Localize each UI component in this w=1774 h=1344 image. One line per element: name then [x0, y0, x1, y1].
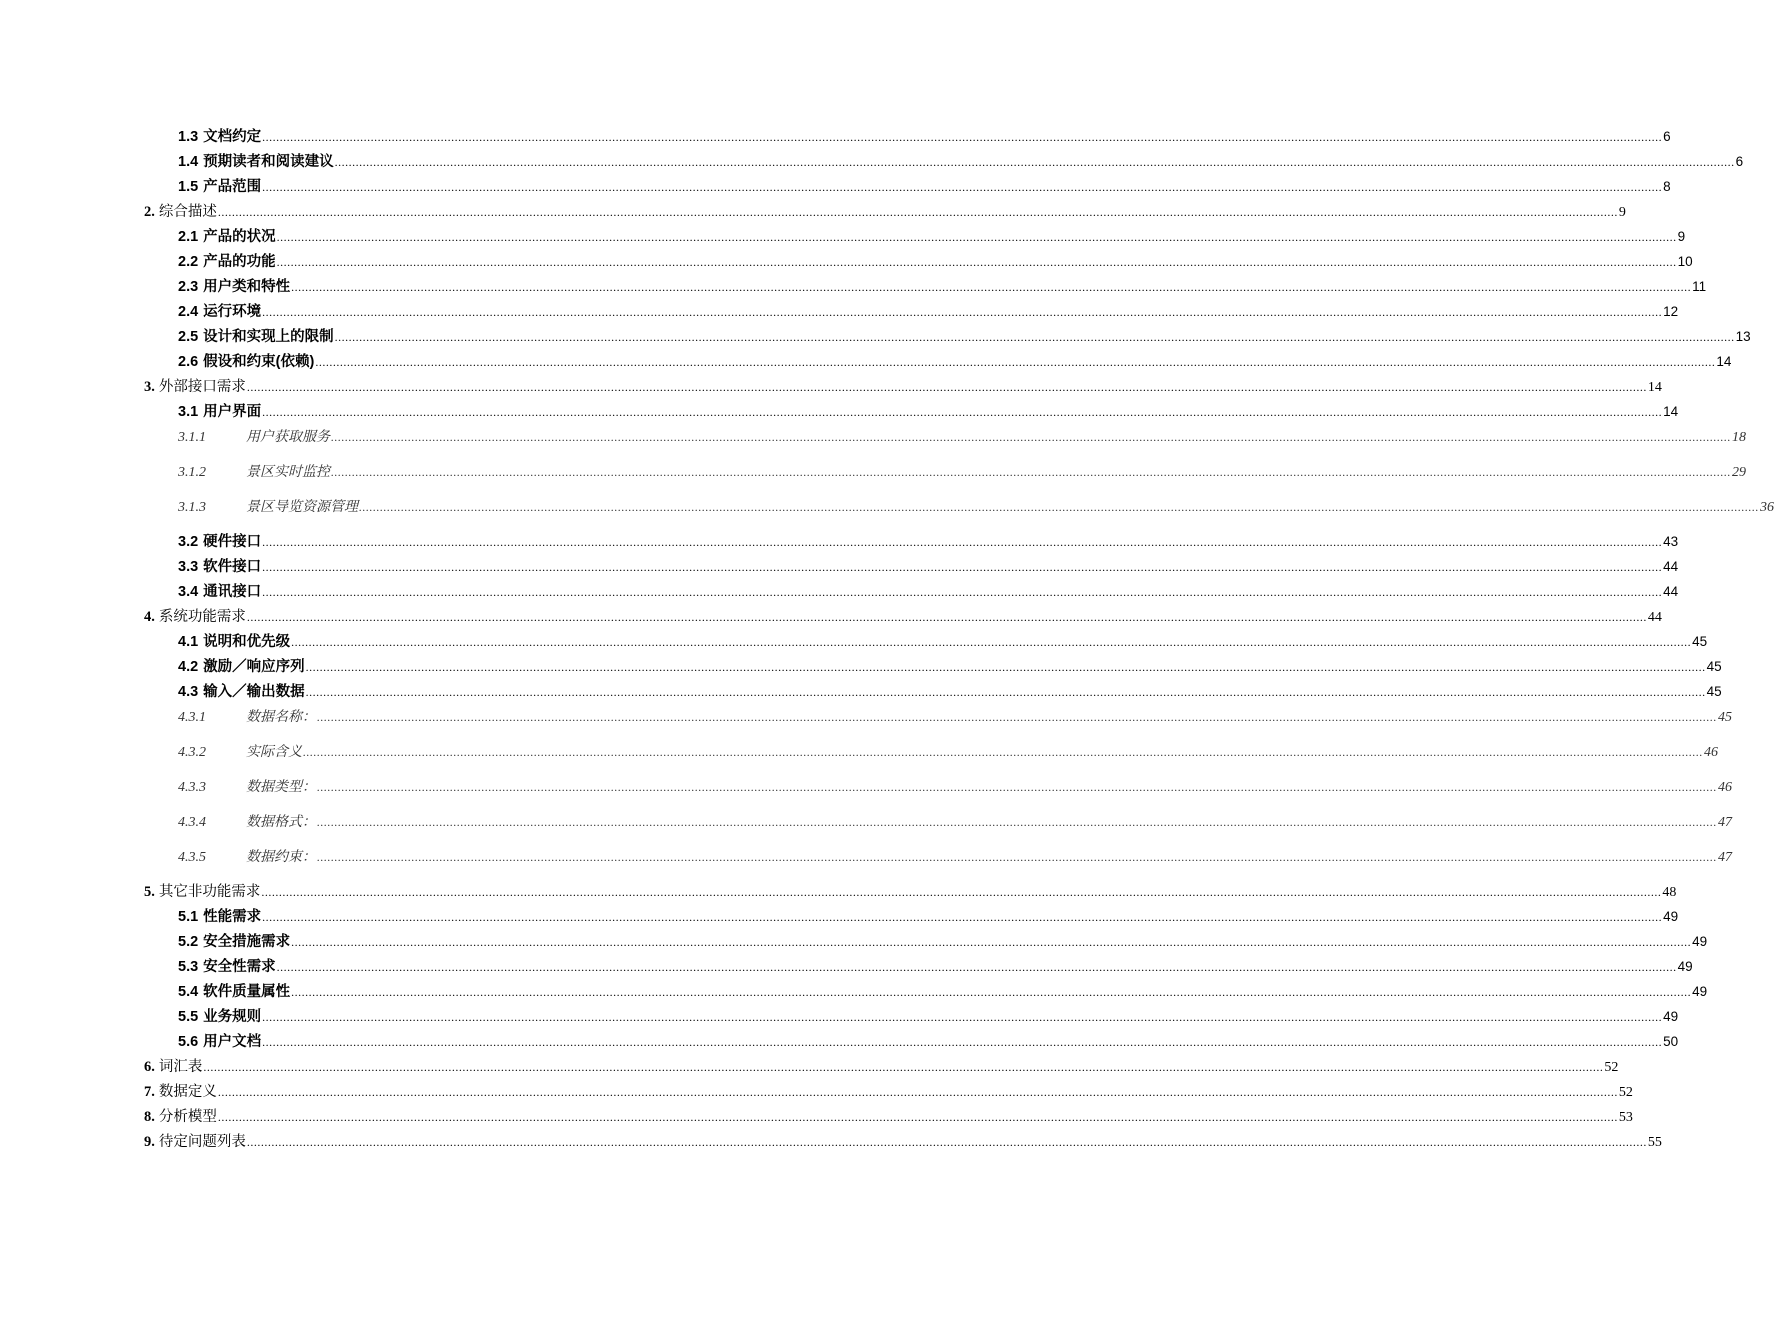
toc-entry[interactable] — [178, 956, 1693, 978]
toc-entry-page-number: 44 — [1647, 610, 1662, 625]
toc-entry-page-number: 36 — [1760, 500, 1774, 515]
toc-dot-leader: ................................................................................................................................................................................................................................................................................................................................................................................................................ — [317, 850, 1717, 864]
toc-entry-title: 数据定义 — [158, 1084, 217, 1100]
toc-dot-leader: ................................................................................................................................................................................................................................................................................................................................................................................................................ — [276, 960, 1677, 974]
toc-dot-leader: ................................................................................................................................................................................................................................................................................................................................................................................................................ — [203, 1060, 1604, 1074]
toc-entry-number: 5.3 — [178, 959, 199, 975]
toc-dot-leader: ................................................................................................................................................................................................................................................................................................................................................................................................................ — [262, 180, 1663, 194]
toc-dot-leader: ................................................................................................................................................................................................................................................................................................................................................................................................................ — [303, 745, 1703, 759]
toc-entry[interactable] — [144, 1081, 1633, 1103]
toc-dot-leader: ................................................................................................................................................................................................................................................................................................................................................................................................................ — [331, 465, 1731, 479]
toc-entry-page-number: 49 — [1677, 959, 1693, 974]
toc-entry-number: 5.4 — [178, 984, 199, 1000]
toc-entry-title: 设计和实现上的限制 — [203, 329, 334, 345]
toc-entry-page-number: 14 — [1663, 404, 1679, 419]
toc-entry-number: 2.2 — [178, 254, 199, 270]
toc-entry-title: 软件接口 — [203, 559, 262, 575]
toc-entry-page-number: 12 — [1663, 304, 1679, 319]
toc-dot-leader: ................................................................................................................................................................................................................................................................................................................................................................................................................ — [217, 1110, 1618, 1124]
toc-entry-number: 3.2 — [178, 534, 199, 550]
toc-entry-number: 3.3 — [178, 559, 199, 575]
toc-entry[interactable] — [178, 656, 1722, 678]
toc-entry-page-number: 48 — [1662, 885, 1677, 900]
toc-entry-number: 2.1 — [178, 229, 199, 245]
toc-entry[interactable] — [178, 556, 1679, 578]
toc-entry[interactable] — [178, 326, 1751, 348]
toc-entry[interactable] — [178, 981, 1708, 1003]
toc-entry[interactable] — [178, 351, 1732, 373]
toc-entry-title: 产品的状况 — [203, 229, 276, 245]
toc-entry-number: 4.3.3 — [178, 780, 206, 795]
toc-entry-number: 2.6 — [178, 354, 199, 370]
toc-entry-page-number: 45 — [1706, 659, 1722, 674]
toc-entry-title: 安全性需求 — [203, 959, 276, 975]
toc-dot-leader: ................................................................................................................................................................................................................................................................................................................................................................................................................ — [262, 405, 1663, 419]
toc-entry-page-number: 43 — [1663, 534, 1679, 549]
toc-entry[interactable] — [178, 226, 1686, 248]
toc-dot-leader: ................................................................................................................................................................................................................................................................................................................................................................................................................ — [334, 155, 1735, 169]
toc-entry-page-number: 55 — [1647, 1135, 1662, 1150]
toc-entry[interactable] — [178, 401, 1679, 423]
toc-entry-title: 运行环境 — [203, 304, 262, 320]
toc-entry[interactable] — [144, 1106, 1633, 1128]
toc-entry-title: 激励／响应序列 — [203, 659, 305, 675]
toc-entry-number: 4.3.4 — [178, 815, 206, 830]
toc-entry-page-number: 49 — [1663, 909, 1679, 924]
toc-entry-number: 1.3 — [178, 129, 199, 145]
toc-dot-leader: ................................................................................................................................................................................................................................................................................................................................................................................................................ — [262, 305, 1663, 319]
toc-entry-number: 2. — [144, 204, 155, 220]
toc-entry-title: 产品的功能 — [203, 254, 276, 270]
toc-dot-leader: ................................................................................................................................................................................................................................................................................................................................................................................................................ — [305, 660, 1706, 674]
toc-dot-leader: ................................................................................................................................................................................................................................................................................................................................................................................................................ — [291, 985, 1692, 999]
toc-entry-title: 预期读者和阅读建议 — [203, 154, 334, 170]
toc-entry-title: 业务规则 — [203, 1009, 262, 1025]
toc-dot-leader: ................................................................................................................................................................................................................................................................................................................................................................................................................ — [261, 885, 1662, 899]
toc-entry[interactable] — [144, 201, 1626, 223]
toc-dot-leader: ................................................................................................................................................................................................................................................................................................................................................................................................................ — [217, 1085, 1618, 1099]
toc-entry-page-number: 49 — [1692, 934, 1708, 949]
toc-dot-leader: ................................................................................................................................................................................................................................................................................................................................................................................................................ — [262, 910, 1663, 924]
toc-entry-title: 用户类和特性 — [203, 279, 291, 295]
toc-dot-leader: ................................................................................................................................................................................................................................................................................................................................................................................................................ — [276, 230, 1677, 244]
toc-entry[interactable] — [178, 531, 1679, 553]
toc-dot-leader: ................................................................................................................................................................................................................................................................................................................................................................................................................ — [217, 205, 1618, 219]
toc-entry-number: 2.3 — [178, 279, 199, 295]
toc-entry-title: 产品范围 — [203, 179, 262, 195]
toc-dot-leader: ................................................................................................................................................................................................................................................................................................................................................................................................................ — [291, 935, 1692, 949]
toc-entry[interactable] — [178, 811, 1732, 833]
toc-entry-number: 8. — [144, 1109, 155, 1125]
toc-entry-number: 6. — [144, 1059, 155, 1075]
toc-entry-page-number: 49 — [1663, 1009, 1679, 1024]
toc-entry-title: 用户界面 — [203, 404, 262, 420]
toc-entry-number: 3.1 — [178, 404, 199, 420]
toc-dot-leader: ................................................................................................................................................................................................................................................................................................................................................................................................................ — [305, 685, 1706, 699]
toc-entry-title: 数据约束： — [246, 850, 316, 865]
toc-entry-number: 3.4 — [178, 584, 199, 600]
toc-entry-number: 5.1 — [178, 909, 199, 925]
toc-entry-title: 性能需求 — [203, 909, 262, 925]
toc-entry[interactable] — [178, 581, 1679, 603]
toc-entry[interactable] — [178, 276, 1707, 298]
toc-entry[interactable] — [178, 496, 1774, 518]
toc-entry-page-number: 18 — [1732, 430, 1746, 445]
toc-entry[interactable] — [178, 301, 1679, 323]
toc-entry-number: 4.3.1 — [178, 710, 206, 725]
toc-entry-page-number: 45 — [1706, 684, 1722, 699]
toc-entry-page-number: 45 — [1692, 634, 1708, 649]
toc-dot-leader: ................................................................................................................................................................................................................................................................................................................................................................................................................ — [317, 710, 1717, 724]
toc-entry-page-number: 29 — [1732, 465, 1746, 480]
toc-entry-number: 3. — [144, 379, 155, 395]
toc-entry-title: 安全措施需求 — [203, 934, 291, 950]
toc-entry-title: 数据名称： — [246, 710, 316, 725]
toc-entry-number: 9. — [144, 1134, 155, 1150]
toc-entry-number: 4.2 — [178, 659, 199, 675]
toc-entry[interactable] — [144, 606, 1662, 628]
toc-entry[interactable] — [178, 906, 1679, 928]
toc-entry-number: 5. — [144, 884, 155, 900]
toc-entry-number: 4.3.2 — [178, 745, 206, 760]
toc-entry[interactable] — [178, 706, 1732, 728]
toc-entry-page-number: 50 — [1663, 1034, 1679, 1049]
toc-entry-title: 软件质量属性 — [203, 984, 291, 1000]
toc-entry-title: 景区导览资源管理 — [246, 500, 358, 515]
toc-entry-page-number: 52 — [1604, 1060, 1619, 1075]
toc-entry-number: 2.4 — [178, 304, 199, 320]
toc-entry-number: 5.5 — [178, 1009, 199, 1025]
toc-entry-page-number: 10 — [1677, 254, 1693, 269]
toc-entry[interactable] — [178, 126, 1671, 148]
toc-entry-page-number: 53 — [1618, 1110, 1633, 1125]
toc-entry-number: 2.5 — [178, 329, 199, 345]
toc-entry-title: 数据类型： — [246, 780, 316, 795]
toc-entry-title: 外部接口需求 — [158, 379, 246, 395]
toc-dot-leader: ................................................................................................................................................................................................................................................................................................................................................................................................................ — [246, 610, 1647, 624]
toc-entry-page-number: 11 — [1692, 279, 1707, 294]
toc-dot-leader: ................................................................................................................................................................................................................................................................................................................................................................................................................ — [262, 1010, 1663, 1024]
toc-dot-leader: ................................................................................................................................................................................................................................................................................................................................................................................................................ — [317, 815, 1717, 829]
toc-entry-title: 用户获取服务 — [246, 430, 330, 445]
toc-entry-page-number: 6 — [1663, 129, 1671, 144]
toc-entry-page-number: 47 — [1718, 815, 1732, 830]
toc-entry-number: 5.6 — [178, 1034, 199, 1050]
toc-dot-leader: ................................................................................................................................................................................................................................................................................................................................................................................................................ — [359, 500, 1759, 514]
toc-entry-title: 说明和优先级 — [203, 634, 291, 650]
toc-entry-page-number: 49 — [1692, 984, 1708, 999]
toc-entry-title: 其它非功能需求 — [158, 884, 261, 900]
toc-entry-number: 4.3.5 — [178, 850, 206, 865]
toc-dot-leader: ................................................................................................................................................................................................................................................................................................................................................................................................................ — [246, 380, 1647, 394]
toc-entry-title: 文档约定 — [203, 129, 262, 145]
toc-dot-leader: ................................................................................................................................................................................................................................................................................................................................................................................................................ — [331, 430, 1731, 444]
toc-entry-title: 输入／输出数据 — [203, 684, 305, 700]
toc-entry-title: 分析模型 — [158, 1109, 217, 1125]
toc-entry-number: 3.1.3 — [178, 500, 206, 515]
toc-entry-title: 实际含义 — [246, 745, 302, 760]
toc-entry-title: 通讯接口 — [203, 584, 262, 600]
toc-entry[interactable] — [144, 376, 1662, 398]
toc-entry-page-number: 14 — [1647, 380, 1662, 395]
toc-dot-leader: ................................................................................................................................................................................................................................................................................................................................................................................................................ — [262, 585, 1663, 599]
toc-entry-title: 硬件接口 — [203, 534, 262, 550]
toc-entry[interactable] — [178, 251, 1693, 273]
toc-entry[interactable] — [144, 881, 1677, 903]
toc-entry-page-number: 47 — [1718, 850, 1732, 865]
toc-entry[interactable] — [178, 176, 1671, 198]
toc-entry-number: 7. — [144, 1084, 155, 1100]
toc-entry[interactable] — [178, 151, 1744, 173]
toc-entry[interactable] — [178, 846, 1732, 868]
toc-entry-title: 综合描述 — [158, 204, 217, 220]
toc-entry-page-number: 44 — [1663, 559, 1679, 574]
toc-dot-leader: ................................................................................................................................................................................................................................................................................................................................................................................................................ — [262, 560, 1663, 574]
toc-entry-page-number: 44 — [1663, 584, 1679, 599]
toc-dot-leader: ................................................................................................................................................................................................................................................................................................................................................................................................................ — [276, 255, 1677, 269]
toc-entry-page-number: 46 — [1718, 780, 1732, 795]
toc-entry[interactable] — [178, 631, 1708, 653]
toc-dot-leader: ................................................................................................................................................................................................................................................................................................................................................................................................................ — [246, 1135, 1647, 1149]
toc-entry-number: 1.4 — [178, 154, 199, 170]
toc-dot-leader: ................................................................................................................................................................................................................................................................................................................................................................................................................ — [262, 130, 1663, 144]
toc-entry-title: 词汇表 — [158, 1059, 203, 1075]
toc-entry-page-number: 9 — [1677, 229, 1686, 244]
toc-entry-number: 5.2 — [178, 934, 199, 950]
toc-entry-title: 用户文档 — [203, 1034, 262, 1050]
toc-entry-title: 数据格式： — [246, 815, 316, 830]
toc-entry[interactable] — [178, 1031, 1679, 1053]
toc-entry-number: 4.1 — [178, 634, 199, 650]
toc-entry-number: 3.1.1 — [178, 430, 206, 445]
toc-dot-leader: ................................................................................................................................................................................................................................................................................................................................................................................................................ — [262, 535, 1663, 549]
toc-entry-page-number: 9 — [1618, 205, 1626, 220]
toc-dot-leader: ................................................................................................................................................................................................................................................................................................................................................................................................................ — [291, 635, 1692, 649]
toc-entry-page-number: 52 — [1618, 1085, 1633, 1100]
toc-entry-number: 4.3 — [178, 684, 199, 700]
toc-entry[interactable] — [178, 681, 1722, 703]
toc-dot-leader: ................................................................................................................................................................................................................................................................................................................................................................................................................ — [315, 355, 1716, 369]
toc-entry-title: 待定问题列表 — [158, 1134, 246, 1150]
toc-entry[interactable] — [178, 931, 1708, 953]
toc-entry-page-number: 14 — [1716, 354, 1732, 369]
toc-entry-page-number: 13 — [1735, 329, 1751, 344]
toc-dot-leader: ................................................................................................................................................................................................................................................................................................................................................................................................................ — [262, 1035, 1663, 1049]
toc-entry[interactable] — [144, 1056, 1619, 1078]
toc-entry[interactable] — [144, 1131, 1662, 1153]
toc-entry[interactable] — [178, 1006, 1679, 1028]
toc-entry-number: 1.5 — [178, 179, 199, 195]
toc-dot-leader: ................................................................................................................................................................................................................................................................................................................................................................................................................ — [291, 280, 1692, 294]
toc-entry[interactable] — [178, 776, 1732, 798]
toc-entry-page-number: 46 — [1704, 745, 1718, 760]
toc-dot-leader: ................................................................................................................................................................................................................................................................................................................................................................................................................ — [317, 780, 1717, 794]
toc-entry-page-number: 45 — [1718, 710, 1732, 725]
toc-entry-number: 4. — [144, 609, 155, 625]
toc-entry[interactable] — [178, 426, 1746, 448]
toc-dot-leader: ................................................................................................................................................................................................................................................................................................................................................................................................................ — [334, 330, 1735, 344]
toc-entry-title: 景区实时监控 — [246, 465, 330, 480]
toc-entry-title: 系统功能需求 — [158, 609, 246, 625]
toc-entry-title: 假设和约束(依赖) — [203, 354, 315, 370]
toc-entry[interactable] — [178, 741, 1718, 763]
toc-entry-page-number: 6 — [1735, 154, 1744, 169]
toc-entry[interactable] — [178, 461, 1746, 483]
toc-entry-page-number: 8 — [1663, 179, 1671, 194]
toc-entry-number: 3.1.2 — [178, 465, 206, 480]
